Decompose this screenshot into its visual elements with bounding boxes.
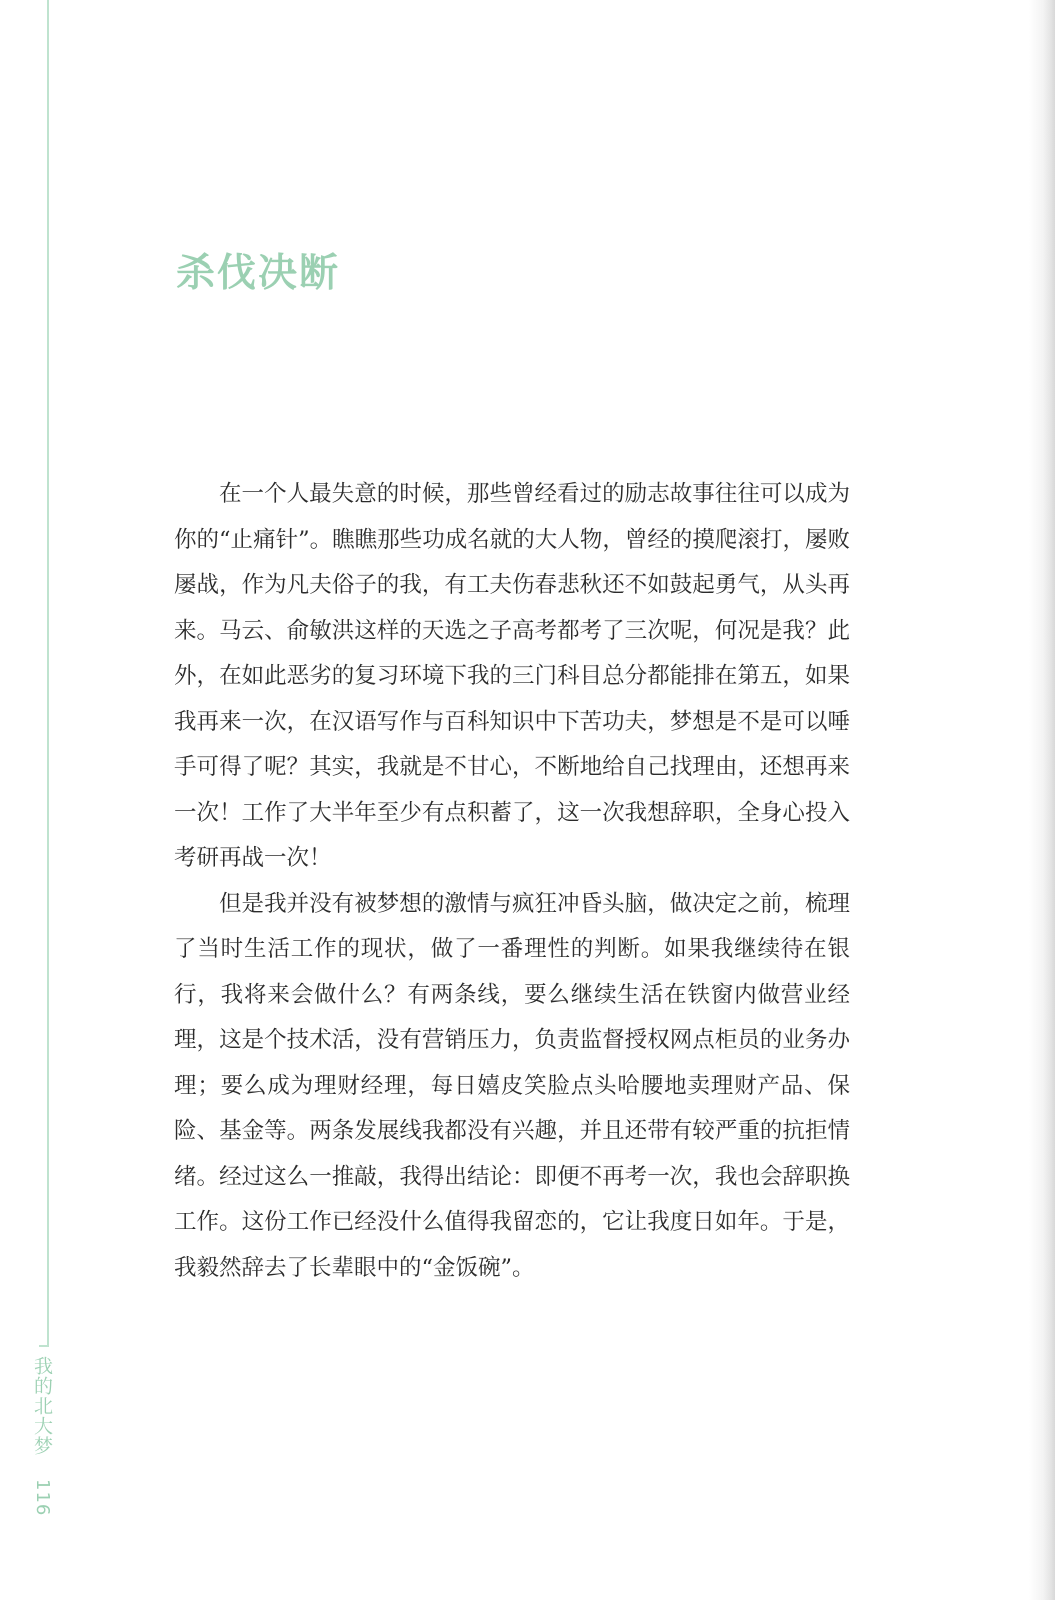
chapter-title: 杀伐决断 <box>176 250 341 296</box>
body-text <box>174 472 850 1291</box>
book-title: 我的北大梦 <box>31 1356 53 1456</box>
running-footer <box>32 1356 51 1516</box>
margin-rule-tick <box>39 1345 49 1347</box>
page-edge-shadow <box>1029 0 1055 1600</box>
paragraph: 但是我并没有被梦想的激情与疯狂冲昏头脑，做决定之前，梳理了当时生活工作的现状，做了一番理性的判断。如果我继续待在银行，我将来会做什么？有两条线，要么继续生活在铁窗内做营业经理，这是个技术活，没有营销压力，负责监督授权网点柜员的业务办理；要么成为理财经理，每日嬉皮笑脸点头哈腰地卖理财产品、保险、基金等。两条发展线我都没有兴趣，并且还带有较严重的抗拒情绪。经过这么一推敲，我得出结论：即便不再考一次，我也会辞职换工作。这份工作已经没什么值得我留恋的，它让我度日如年。于是，我毅然辞去了长辈眼中的“金饭碗”。 <box>174 890 850 1281</box>
page-number: 116 <box>32 1479 53 1517</box>
paragraph: 在一个人最失意的时候，那些曾经看过的励志故事往往可以成为你的“止痛针”。瞧瞧那些功成名就的大人物，曾经的摸爬滚打，屡败屡战，作为凡夫俗子的我，有工夫伤春悲秋还不如鼓起勇气，从头再来。马云、俞敏洪这样的天选之子高考都考了三次呢，何况是我？此外，在如此恶劣的复习环境下我的三门科目总分都能排在第五，如果我再来一次，在汉语写作与百科知识中下苦功夫，梦想是不是可以唾手可得了呢？其实，我就是不甘心，不断地给自己找理由，还想再来一次！工作了大半年至少有点积蓄了，这一次我想辞职，全身心投入考研再战一次！ <box>174 481 850 871</box>
margin-rule <box>47 0 49 1346</box>
